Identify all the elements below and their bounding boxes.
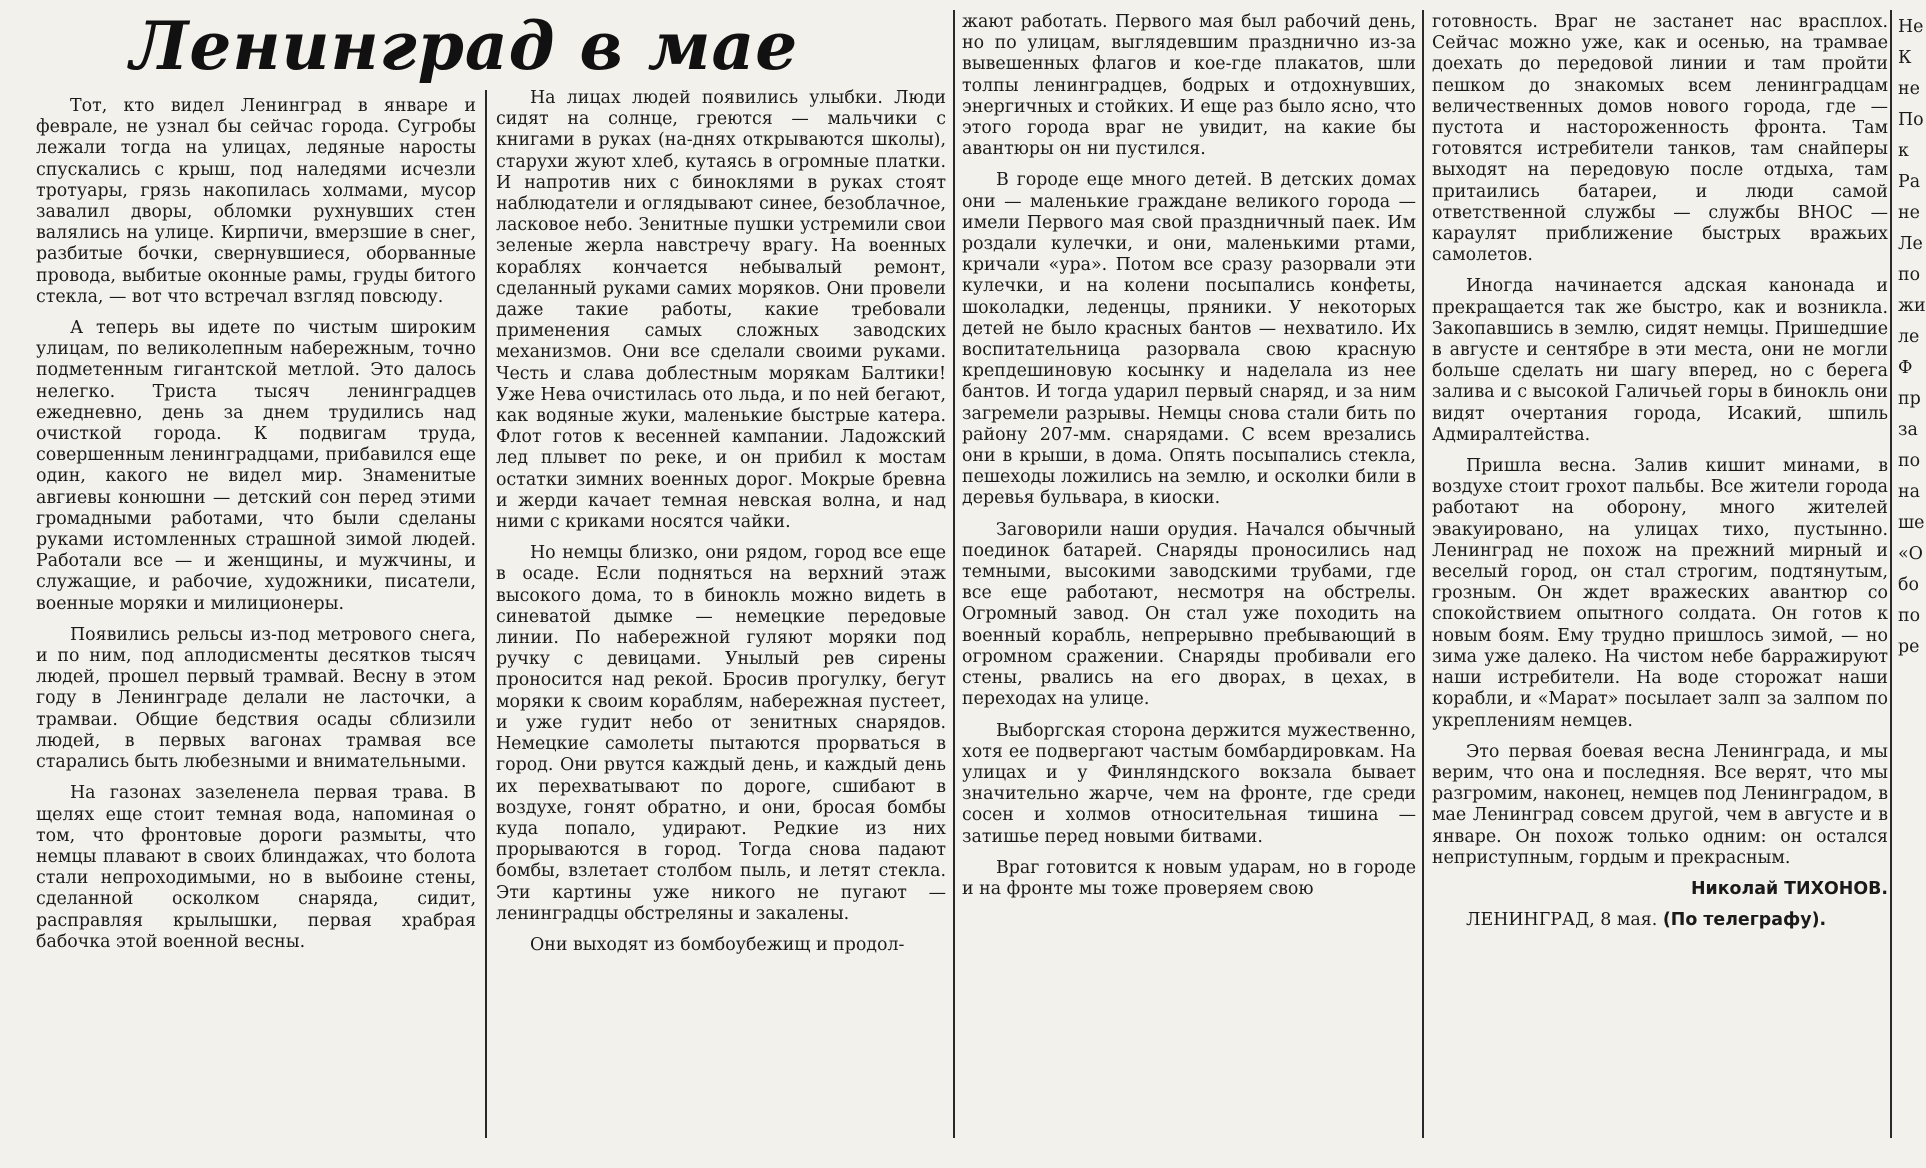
edge-word: ше xyxy=(1898,513,1925,533)
edge-word: ле xyxy=(1898,327,1920,347)
paragraph-continued: жают работать. Первого мая был рабочий день, но по улицам, выглядевшим празднично из-за вывешенных флагов и кое-где плакатов, шли толпы ленинградцев, бодрых и отдохнувших, энергичных и стойких. И еще раз было ясно, что этого города враг не увидит, на какие бы авантюры он ни пустился. xyxy=(962,12,1416,160)
article-column-2 xyxy=(496,88,946,1163)
edge-word: не xyxy=(1898,203,1920,223)
article-column-1 xyxy=(36,96,476,1156)
paragraph: На лицах людей появились улыбки. Люди сидят на солнце, греются — мальчики с книгами в руках (на-днях открываются школы), старухи жуют хлеб, кутаясь в огромные платки. И напротив них с биноклями в руках стоят наблюдатели и оглядывают синее, безоблачное, ласковое небо. Зенитные пушки устремили свои зеленые жерла навстречу врагу. На военных кораблях кончается небывалый ремонт, сделанный руками самих моряков. Они провели даже такие работы, какие требовали применения самых сложных заводских механизмов. Они все сделали своими руками. Честь и слава доблестным морякам Балтики! Уже Нева очистилась ото льда, и по ней бегают, как водяные жуки, маленькие быстрые катера. Флот готов к весенней кампании. Ладожский лед плывет по реке, и он прибил к мостам остатки зимних военных дорог. Мокрые бревна и жерди качает темная невская волна, и над ними с криками носятся чайки. xyxy=(496,88,946,533)
paragraph: Выборгская сторона держится мужественно, хотя ее подвергают частым бомбардировкам. На улицах и у Финляндского вокзала бывает значительно жарче, чем на фронте, где среди сосен и холмов относительная тишина — затишье перед новыми битвами. xyxy=(962,720,1416,847)
dateline-source: (По телеграфу). xyxy=(1662,910,1827,931)
edge-word: жи xyxy=(1898,296,1926,316)
edge-word: по xyxy=(1898,451,1921,471)
column-rule xyxy=(1890,10,1892,1138)
edge-word: не xyxy=(1898,79,1920,99)
dateline xyxy=(1432,910,1888,931)
paragraph: Иногда начинается адская канонада и прекращается так же быстро, как и возникла. Закопавшись в землю, сидят немцы. Пришедшие в августе и сентябре в эти места, они не могли больше сделать ни шагу вперед, но с берега залива и с высокой Галичьей горы в бинокль они видят очертания города, Исакий, шпиль Адмиралтейства. xyxy=(1432,276,1888,445)
edge-word: Ф xyxy=(1898,358,1913,378)
paragraph-continued: готовность. Враг не застанет нас врасплох. Сейчас можно уже, как и осенью, на трамвае доехать до передовой линии и там пройти пешком до знакомых всем ленинградцам величественных домов нового города, где — пустота и настороженность фронта. Там готовятся истребители танков, там снайперы выходят на передовую после отдыха, там притаились батареи, и люди самой ответственной службы — службы ВНОС — караулят приближение быстрых вражьих самолетов. xyxy=(1432,12,1888,266)
column-rule xyxy=(485,90,487,1138)
edge-word: за xyxy=(1898,420,1918,440)
paragraph: Но немцы близко, они рядом, город все еще в осаде. Если подняться на верхний этаж высокого дома, то в бинокль можно видеть в синеватой дымке — немецкие передовые линии. По набережной гуляют моряки под ручку с девицами. Унылый рев сирены проносится над рекой. Бросив прогулку, бегут моряки к своим кораблям, набережная пустеет, и уже гудит небо от зенитных снарядов. Немецкие самолеты пытаются прорваться в город. Они рвутся каждый день, и каждый день их перехватывают по дороге, сшибают в воздухе, гонят обратно, и они, бросая бомбы куда попало, удирают. Редкие из них прорываются в город. Тогда снова падают бомбы, взлетает столбом пыль, и летят стекла. Эти картины уже никого не пугают — ленинградцы обстреляны и закалены. xyxy=(496,543,946,924)
paragraph: Пришла весна. Залив кишит минами, в воздухе стоит грохот пальбы. Все жители города работают на оборону, много жителей эвакуировано, на улицах тихо, пустынно. Ленинград не похож на прежний мирный и веселый город, он стал строгим, подтянутым, грозным. Он ждет вражеских авантюр со спокойствием опытного солдата. Он готов к новым боям. Ему трудно пришлось зимой, — но зима уже далеко. На чистом небе барражируют наши истребители. На воде сторожат наши корабли, и «Марат» посылает залп за залпом по укреплениям немцев. xyxy=(1432,456,1888,731)
adjacent-column-fragment xyxy=(1898,12,1926,1162)
edge-word: К xyxy=(1898,48,1912,68)
paragraph: Заговорили наши орудия. Начался обычный поединок батарей. Снаряды проносились над темными, высокими заводскими трубами, где все еще работают, несмотря на обстрелы. Огромный завод. Он стал уже походить на военный корабль, непрерывно пребывающий в огромном сражении. Снаряды пробивали его стены, рвались на его дворах, в цехах, в переходах на улице. xyxy=(962,519,1416,710)
edge-word: Не xyxy=(1898,17,1924,37)
edge-word: ре xyxy=(1898,637,1920,657)
edge-word: по xyxy=(1898,606,1921,626)
paragraph: Появились рельсы из-под метрового снега, и по ним, под аплодисменты десятков тысяч людей, прошел первый трамвай. Весну в этом году в Ленинграде делали не ласточки, а трамваи. Общие бедствия осады сблизили людей, в первых вагонах трамвая все старались быть любезными и внимательными. xyxy=(36,624,476,773)
article-column-3 xyxy=(962,12,1416,1162)
paragraph: Тот, кто видел Ленинград в январе и феврале, не узнал бы сейчас города. Сугробы лежали тогда на улицах, ледяные наросты спускались с крыш, под наледями исчезли тротуары, грязь накопилась холмами, мусор завалил дворы, обломки рухнувших стен валялись на улице. Кирпичи, вмерзшие в снег, разбитые бочки, свернувшиеся, оборванные провода, выбитые оконные рамы, груды битого стекла, — вот что встречал взгляд повсюду. xyxy=(36,96,476,307)
edge-word: пр xyxy=(1898,389,1921,409)
edge-word: По xyxy=(1898,110,1924,130)
paragraph: Это первая боевая весна Ленинграда, и мы верим, что она и последняя. Все верят, что мы разгромим, наконец, немцев под Ленинградом, в мае Ленинград совсем другой, чем в августе и в январе. Он похож только одним: он остался неприступным, гордым и прекрасным. xyxy=(1432,741,1888,868)
article-column-4 xyxy=(1432,12,1888,1162)
dateline-place-date: ЛЕНИНГРАД, 8 мая. xyxy=(1466,910,1658,931)
paragraph: В городе еще много детей. В детских домах они — маленькие граждане великого города — имели Первого мая свой праздничный паек. Им роздали кулечки, и они, маленькими ртами, кричали «ура». Потом все сразу разорвали эти кулечки, и на колени посыпались конфеты, шоколадки, леденцы, пряники. У некоторых детей не было красных бантов — нехватило. Их воспитательница разорвала свою красную крепдешиновую косынку и наделала из нее бантов. И тогда ударил первый снаряд, и за ним загремели разрывы. Немцы снова стали бить по району 207-мм. снарядами. С всем врезались они в крыши, в дома. Опять посыпались стекла, пешеходы ложились на землю, и осколки били в деревья бульвара, в киоски. xyxy=(962,170,1416,509)
article-title: Ленинград в мае xyxy=(130,7,799,85)
column-rule xyxy=(1422,10,1424,1138)
column-rule xyxy=(953,10,955,1138)
edge-word: Ле xyxy=(1898,234,1923,254)
edge-word: по xyxy=(1898,265,1921,285)
author-signature: Николай ТИХОНОВ. xyxy=(1690,878,1888,899)
paragraph: Враг готовится к новым ударам, но в городе и на фронте мы тоже проверяем свою xyxy=(962,857,1416,899)
paragraph: А теперь вы идете по чистым широким улицам, по великолепным набережным, точно подметенным гигантской метлой. Это далось нелегко. Триста тысяч ленинградцев ежедневно, день за днем трудились над очисткой города. К подвигам труда, совершенным ленинградцами, прибавился еще один, какого не видел мир. Знаменитые авгиевы конюшни — детский сон перед этими громадными работами, что были сделаны руками истомленных страшной зимой людей. Работали все — и женщины, и мужчины, и служащие, и рабочие, художники, писатели, военные моряки и милиционеры. xyxy=(36,318,476,614)
paragraph: Они выходят из бомбоубежищ и продол- xyxy=(530,934,905,955)
edge-word: Ра xyxy=(1898,172,1921,192)
edge-word: «О xyxy=(1898,544,1923,564)
edge-word: к xyxy=(1898,141,1909,161)
paragraph: На газонах зазеленела первая трава. В щелях еще стоит темная вода, напоминая о том, что фронтовые дороги размыты, что немцы плавают в своих блиндажах, что болота стали непроходимыми, но в выбоине стены, сделанной осколком снаряда, сидит, расправляя крылышки, первая храбрая бабочка этой военной весны. xyxy=(36,783,476,952)
edge-word: бо xyxy=(1898,575,1919,595)
edge-word: на xyxy=(1898,482,1920,502)
